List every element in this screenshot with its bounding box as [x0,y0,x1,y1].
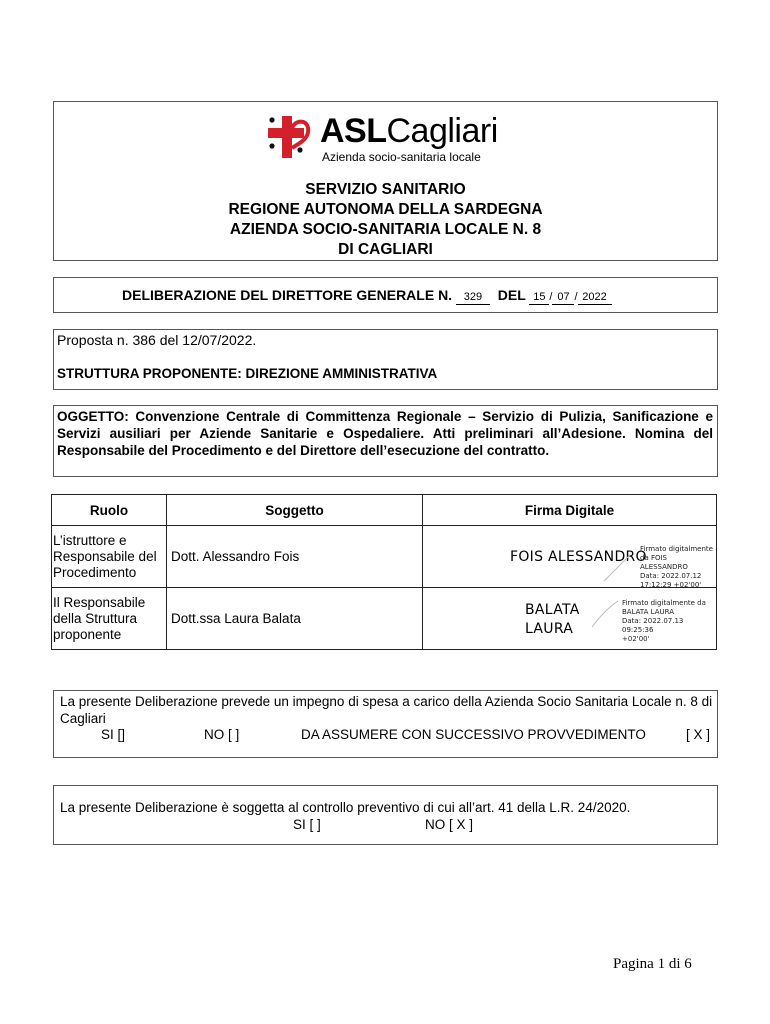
controllo-option-no: NO [ X ] [425,817,474,832]
impegno-text: La presente Deliberazione prevede un impegno di spesa a carico della Azienda Socio Sanitaria Locale n. 8 di Cagliari [60,694,713,726]
deliberazione-box [53,277,718,313]
impegno-option-no: NO [ ] [204,727,240,742]
ruolo-line: Il Responsabile [53,594,146,610]
deliberazione-number: 329 [456,290,490,305]
signature-name: BALATA LAURA [525,601,580,637]
controllo-preventivo-box [53,785,718,845]
deliberazione-line: DELIBERAZIONE DEL DIRETTORE GENERALE N. 329 DEL 15 / 07 / 2022 [122,287,612,305]
controllo-option-si: SI [ ] [293,817,321,832]
signatures-table [51,494,717,650]
impegno-option-da-assumere: DA ASSUMERE CON SUCCESSIVO PROVVEDIMENTO [301,727,646,742]
signature-stamp: Firmato digitalmente da BALATA LAURA Data: 2022.07.13 09:25:36 +02'00' [622,598,706,643]
asl-cagliari-logo [262,108,502,164]
struttura-proponente: STRUTTURA PROPONENTE: DIREZIONE AMMINISTRATIVA [57,366,438,381]
soggetto-cell: Dott.ssa Laura Balata [167,588,423,650]
impegno-option-da-assumere-mark: [ X ] [686,727,711,742]
date-month: 07 [552,290,574,305]
institution-title [54,180,717,260]
impegno-option-si: SI [] [101,727,126,742]
ruolo-cell [52,588,167,650]
signature-stamp: Firmato digitalmente da FOIS ALESSANDRO Data: 2022.07.12 17:12:29 +02'00' [640,544,713,589]
proposta-text: Proposta n. 386 del 12/07/2022. [57,332,257,348]
logo-wordmark: ASLCagliari [320,112,498,150]
header-ruolo: Ruolo [52,495,167,526]
oggetto-box [53,405,718,477]
date-year: 2022 [578,290,612,305]
controllo-text: La presente Deliberazione è soggetta al controllo preventivo di cui all’art. 41 della L.R. 24/2020. [60,800,631,815]
table-row [52,526,717,588]
header-firma: Firma Digitale [423,495,717,526]
ruolo-cell [52,526,167,588]
table-row [52,588,717,650]
ruolo-line: proponente [53,626,122,642]
del-label: DEL [497,287,526,303]
page-number: Pagina 1 di 6 [613,956,692,972]
header-box [53,101,718,261]
firma-cell [423,526,717,588]
header-soggetto: Soggetto [167,495,423,526]
signature-name: FOIS ALESSANDRO [510,548,647,565]
oggetto-text: OGGETTO: Convenzione Centrale di Committenza Regionale – Servizio di Pulizia, Sanificazione e Servizi ausiliari per Aziende Sanitarie e Ospedaliere. Atti preliminari all’Adesione. Nomina del Responsabile del Procedimento e del Direttore dell’esecuzione del contratto. [57,409,713,458]
ruolo-line: Responsabile del [53,548,157,564]
title-line: AZIENDA SOCIO-SANITARIA LOCALE N. 8 [229,221,542,238]
signature-swirl-icon [590,599,620,629]
title-line: DI CAGLIARI [338,241,433,258]
ruolo-line: della Struttura [53,610,138,626]
logo-tagline: Azienda socio-sanitaria locale [322,150,481,164]
soggetto-cell: Dott. Alessandro Fois [167,526,423,588]
firma-cell [423,588,717,650]
impegno-spesa-box [53,690,718,758]
title-line: REGIONE AUTONOMA DELLA SARDEGNA [228,201,543,218]
date-day: 15 [529,290,549,305]
proposta-box [53,329,718,390]
ruolo-line: L’istruttore e [53,532,127,548]
signature-swirl-icon [602,553,632,583]
title-line: SERVIZIO SANITARIO [305,181,466,198]
ruolo-line: Procedimento [53,564,137,580]
table-header-row [52,495,717,526]
deliberazione-label: DELIBERAZIONE DEL DIRETTORE GENERALE N. [122,287,453,303]
asl-cross-heart-icon [262,110,314,162]
